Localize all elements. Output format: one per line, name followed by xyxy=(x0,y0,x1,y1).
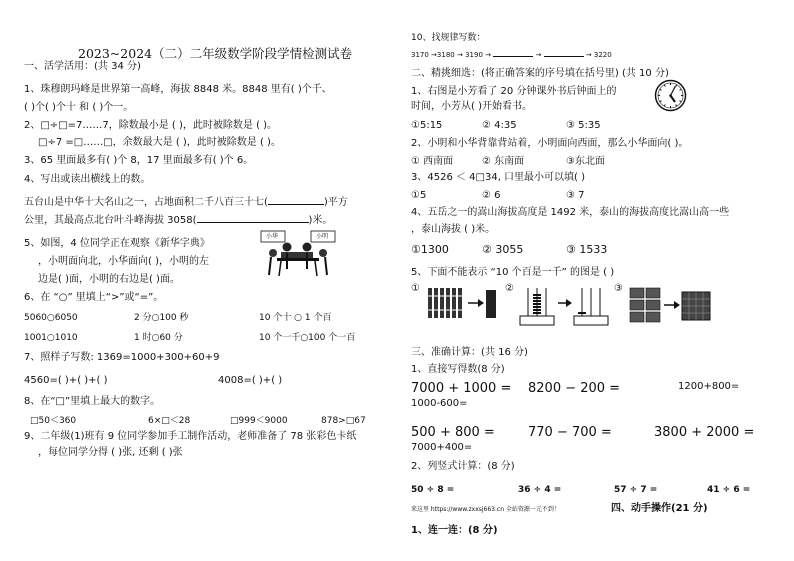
vertical-calc-1: 50 ÷ 8 = xyxy=(411,485,455,495)
choice-1-option-3[interactable]: ③ 5:35 xyxy=(566,120,601,131)
choice-5-label-3: ③ xyxy=(614,283,623,294)
question-1-line-1: 1、珠穆朗玛峰是世界第一高峰，海拔 8848 米。8848 里有( )个千、 xyxy=(24,84,332,95)
calc-r1-item1: 7000 + 1000 = xyxy=(411,381,512,396)
choice-1-option-1[interactable]: ①5:15 xyxy=(411,120,443,131)
seq-blank-2[interactable] xyxy=(544,56,584,57)
choice-5-label-2: ② xyxy=(505,283,514,294)
calc-r1-item4: 1000-600= xyxy=(411,398,468,409)
question-4-line-b xyxy=(24,215,332,227)
vertical-calc-4: 41 ÷ 6 = xyxy=(707,485,751,495)
choice-2-option-1[interactable]: ① 西南面 xyxy=(411,156,454,167)
question-7-b: 4008=( )+( ) xyxy=(218,375,283,386)
label-xiaohua: 小华 xyxy=(266,233,279,240)
question-5-line-1: 5、如图，4 位同学正在观察《新华字典》 xyxy=(24,238,210,249)
clock-icon xyxy=(654,79,687,112)
question-1-line-2: ( )个( )个十 和 ( )个一。 xyxy=(24,102,134,113)
choice-4-option-2[interactable]: ② 3055 xyxy=(482,243,524,256)
question-10: 10、找规律写数： xyxy=(411,33,486,43)
question-5-line-3: 边是( )面，小明的右边是( )面。 xyxy=(38,274,180,285)
question-2-line-1: 2、□÷□=7……7，除数最小是 ( )，此时被除数是 ( )。 xyxy=(24,120,278,131)
section-2-heading: 二、精挑细选：(将正确答案的序号填在括号里) (共 10 分) xyxy=(411,68,669,79)
question-8: 8、在“□”里填上最大的数字。 xyxy=(24,396,161,407)
q6-row2-item2: 1 时○60 分 xyxy=(134,333,183,343)
students-around-table-illustration xyxy=(259,229,337,279)
section-3-heading: 三、准确计算：(共 16 分) xyxy=(411,347,528,358)
question-9-line-2: ，每位同学分得 ( )张, 还剩 ( )张 xyxy=(38,447,183,458)
question-7: 7、照样子写数: 1369=1000+300+60+9 xyxy=(24,352,220,363)
calc-r2-item4: 7000+400= xyxy=(411,442,473,453)
calc-r2-item1: 500 + 800 = xyxy=(411,425,495,440)
question-6: 6、在 “○” 里填上“>”或“=”。 xyxy=(24,292,164,303)
q8-item1: □50＜360 xyxy=(30,416,77,426)
choice-1-line-1: 1、右图是小芳看了 20 分钟课外书后钟面上的 xyxy=(411,86,617,97)
choice-1-line-2: 时间，小芳从( )开始看书。 xyxy=(411,101,532,112)
calc-r1-item3: 1200+800= xyxy=(678,381,740,392)
choice-5: 5、下面不能表示 “10 个百是一千” 的图是 ( ) xyxy=(411,267,615,278)
question-4-line-a xyxy=(24,197,348,209)
q6-row1-item3: 10 个十 ○ 1 个百 xyxy=(259,313,332,323)
choice-2-option-2[interactable]: ② 东南面 xyxy=(482,156,525,167)
question-2-line-2: □÷7 =□……□，余数最大是 ( )，此时被除数是 ( )。 xyxy=(38,137,281,148)
bundles-of-sticks-picture[interactable] xyxy=(426,286,498,324)
choice-4-line-1: 4、五岳之一的嵩山海拔高度是 1492 米，泰山的海拔高度比嵩山高一些 xyxy=(411,207,730,218)
vertical-calc-2: 36 ÷ 4 = xyxy=(518,485,562,495)
question-4-line-b-end: )米。 xyxy=(308,215,333,226)
q6-row2-item3: 10 个一千○100 个一百 xyxy=(259,333,356,343)
choice-3-option-1[interactable]: ①5 xyxy=(411,190,427,201)
q8-item3: □999＜9000 xyxy=(230,416,288,426)
question-9-line-1: 9、二年级(1)班有 9 位同学参加手工制作活动，老师准备了 78 张彩色卡纸 xyxy=(24,431,357,442)
cube-blocks-picture[interactable] xyxy=(628,286,712,328)
question-4: 4、写出或读出横线上的数。 xyxy=(24,174,151,185)
question-7-a: 4560=( )+( )+( ) xyxy=(24,375,108,386)
choice-3: 3、4526 ＜ 4□34, 口里最小可以填( ) xyxy=(411,172,586,183)
seq-value-3: 3190 xyxy=(465,51,483,59)
calc-r2-item3: 3800 + 2000 = xyxy=(654,425,755,440)
question-3: 3、65 里面最多有( )个 8，17 里面最多有( )个 6。 xyxy=(24,155,254,166)
q6-row1-item2: 2 分○100 秒 xyxy=(134,313,189,323)
pattern-sequence: 3170 →3180 → 3190 → → → 3220 xyxy=(411,51,612,59)
q6-row1-item1: 5060○6050 xyxy=(24,313,78,323)
seq-blank-1[interactable] xyxy=(493,56,533,57)
calc-part-2-heading: 2、列竖式计算：(8 分) xyxy=(411,461,515,472)
choice-4-option-3[interactable]: ③ 1533 xyxy=(566,243,608,256)
q8-item2: 6×□＜28 xyxy=(148,416,191,426)
calc-part-1-heading: 1、直接写得数(8 分) xyxy=(411,364,505,375)
calc-r2-item2: 770 − 700 = xyxy=(528,425,612,440)
abacus-picture[interactable] xyxy=(518,286,610,328)
answer-blank[interactable] xyxy=(268,204,324,205)
question-4-line-a-text: 五台山是中华十大名山之一，占地面积二千八百三十七( xyxy=(24,197,268,208)
choice-5-label-1: ① xyxy=(411,283,420,294)
label-xiaoming: 小明 xyxy=(316,233,329,240)
choice-2: 2、小明和小华背靠背站着，小明面向西面，那么小华面向( )。 xyxy=(411,138,689,149)
seq-value-2: 3180 xyxy=(436,51,455,59)
seq-value-4: 3220 xyxy=(593,51,612,59)
connect-task-heading: 1、连一连：(8 分) xyxy=(411,525,498,536)
question-5-line-2: ，小明面向北，小华面向( )，小明的左 xyxy=(38,256,209,267)
q8-item4: 878>□67 xyxy=(321,416,366,426)
calc-r1-item2: 8200 − 200 = xyxy=(528,381,621,396)
vertical-calc-3: 57 ÷ 7 = xyxy=(614,485,658,495)
seq-value-1: 3170 xyxy=(411,51,429,59)
website-footer: 来这里 https://www.zxxsj663.cn 全站资源一元不到！ xyxy=(411,506,560,513)
choice-3-option-3[interactable]: ③ 7 xyxy=(566,190,585,201)
section-4-heading: 四、动手操作(21 分) xyxy=(611,503,708,514)
question-4-line-b-text: 公里，其最高点北台叶斗峰海拔 3058( xyxy=(24,215,197,226)
choice-4-line-2: ，泰山海拔 ( )米。 xyxy=(411,224,496,235)
answer-blank[interactable] xyxy=(197,222,309,223)
section-1-heading: 一、活学活用：(共 34 分) xyxy=(24,61,141,72)
q6-row2-item1: 1001○1010 xyxy=(24,333,78,343)
choice-4-option-1[interactable]: ①1300 xyxy=(411,243,449,256)
question-4-line-a-end: )平方 xyxy=(323,197,348,208)
choice-3-option-2[interactable]: ② 6 xyxy=(482,190,501,201)
page-title: 2023~2024（二）二年级数学阶段学情检测试卷 xyxy=(78,46,353,61)
choice-2-option-3[interactable]: ③东北面 xyxy=(566,156,605,167)
choice-1-option-2[interactable]: ② 4:35 xyxy=(482,120,517,131)
